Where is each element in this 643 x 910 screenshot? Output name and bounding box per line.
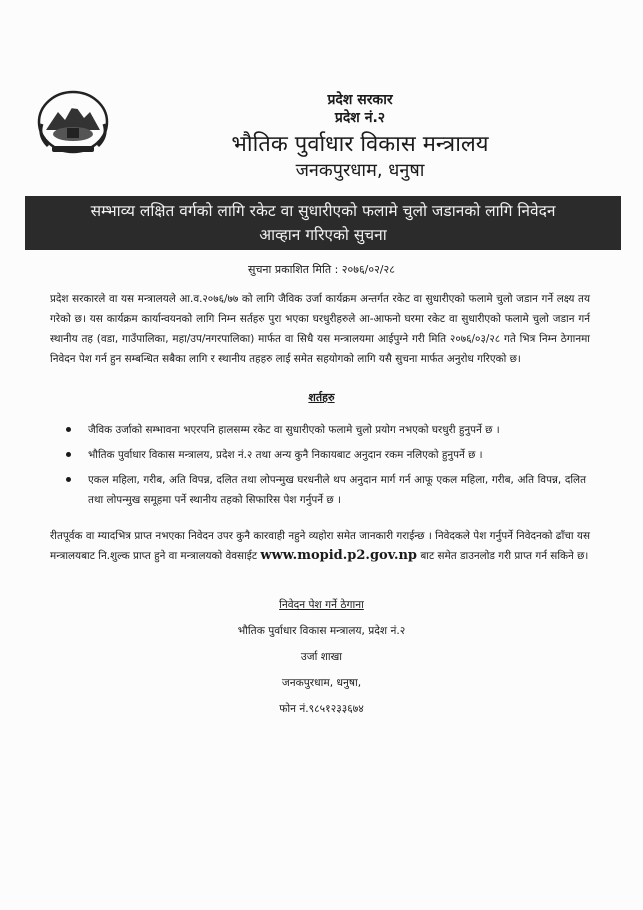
- address-city: जनकपुरधाम, धनुषा,: [281, 677, 362, 689]
- banner-line-2: आव्हान गरिएको सुचना: [259, 226, 387, 244]
- notice-title-banner: [25, 196, 621, 250]
- condition-item: [66, 470, 586, 510]
- header-government: प्रदेश सरकार: [327, 92, 393, 108]
- condition-item: [66, 445, 586, 465]
- address-phone: फोन नं.९८५१२३३६७४: [279, 703, 364, 715]
- closing-text-start: रीतपूर्वक वा म्यादभित्र प्राप्त नभएका निवेदन उपर कुनै कारवाही नहुने व्यहोरा समेत जानकारी गराईन्छ । निवेदकले पेश गर्नुपर्ने निवेदनको ढाँचा यस मन्त्रालयबाट नि.शुल्क प्राप्त हुने वा मन्त्रालयको वेवसाईट: [50, 530, 590, 562]
- header-location: जनकपुरधाम, धनुषा: [295, 160, 425, 181]
- condition-text: एकल महिला, गरीब, अति विपन्न, दलित तथा लोपन्मुख घरधनीले थप अनुदान मार्ग गर्न आफू एकल महिला, गरीब, अति विपन्न, दलित तथा लोपन्मुख समूहमा पर्ने स्थानीय तहको सिफारिस पेश गर्नुपर्ने छ ।: [88, 474, 586, 506]
- banner-line-1: सम्भाव्य लक्षित वर्गको लागि रकेट वा सुधारीएको फलामे चुलो जडानको लागि निवेदन: [90, 202, 556, 220]
- bullet-icon: [66, 427, 71, 432]
- address-branch: उर्जा शाखा: [300, 651, 343, 663]
- header-province: प्रदेश नं.२: [334, 110, 386, 126]
- condition-text: जैविक उर्जाको सम्भावना भएरपनि हालसम्म रकेट वा सुधारीएको फलामे चुलो प्रयोग नभएको घरधुरी हुनुपर्ने छ ।: [88, 424, 500, 436]
- bullet-icon: [66, 477, 71, 482]
- condition-text: भौतिक पुर्वाधार विकास मन्त्रालय, प्रदेश नं.२ तथा अन्य कुनै निकायबाट अनुदान रकम नलिएको हुनुपर्ने छ ।: [88, 449, 483, 461]
- website-link[interactable]: www.mopid.p2.gov.np: [260, 548, 418, 563]
- closing-text-end: बाट समेत डाउनलोड गरी प्राप्त गर्न सकिने छ।: [417, 550, 589, 562]
- closing-paragraph: [50, 526, 590, 566]
- condition-item: [66, 420, 586, 440]
- bullet-icon: [66, 452, 71, 457]
- nepal-emblem-icon: [34, 84, 112, 156]
- intro-paragraph: प्रदेश सरकारले वा यस मन्त्रालयले आ.व.२०७६/७७ को लागि जैविक उर्जा कार्यक्रम अन्तर्गत रकेट वा सुधारीएको फलामे चुलो जडान गर्ने लक्ष्य तय गरेको छ। यस कार्यक्रम कार्यान्वयनको लागि निम्न सर्तहरु पुरा भएका घरधुरीहरुले आ-आफनो घरमा रकेट वा सुधारीएको फलामे चुलो जडान गर्न स्थानीय तह (वडा, गाउँपालिका, महा/उप/नगरपालिका) मार्फत वा सिधै यस मन्त्रालयमा आईपुग्ने गरी मिति २०७६/०३/२८ गते भित्र निम्न ठेगानमा निवेदन पेश गर्न हुन सम्बन्धित सबैका लागि र स्थानीय तहहरु लाई समेत सहयोगको लागि यसै सुचना मार्फत अनुरोध गरिएको छ।: [50, 293, 590, 365]
- header-ministry: भौतिक पुर्वाधार विकास मन्त्रालय: [231, 132, 489, 157]
- address-title: निवेदन पेश गर्ने ठेगाना: [279, 599, 364, 611]
- address-ministry: भौतिक पुर्वाधार विकास मन्त्रालय, प्रदेश नं.२: [237, 625, 406, 637]
- conditions-list: [66, 420, 586, 515]
- publish-date: सुचना प्रकाशित मिति : २०७६/०२/२८: [248, 263, 395, 276]
- conditions-title: शर्तहरु: [308, 391, 335, 404]
